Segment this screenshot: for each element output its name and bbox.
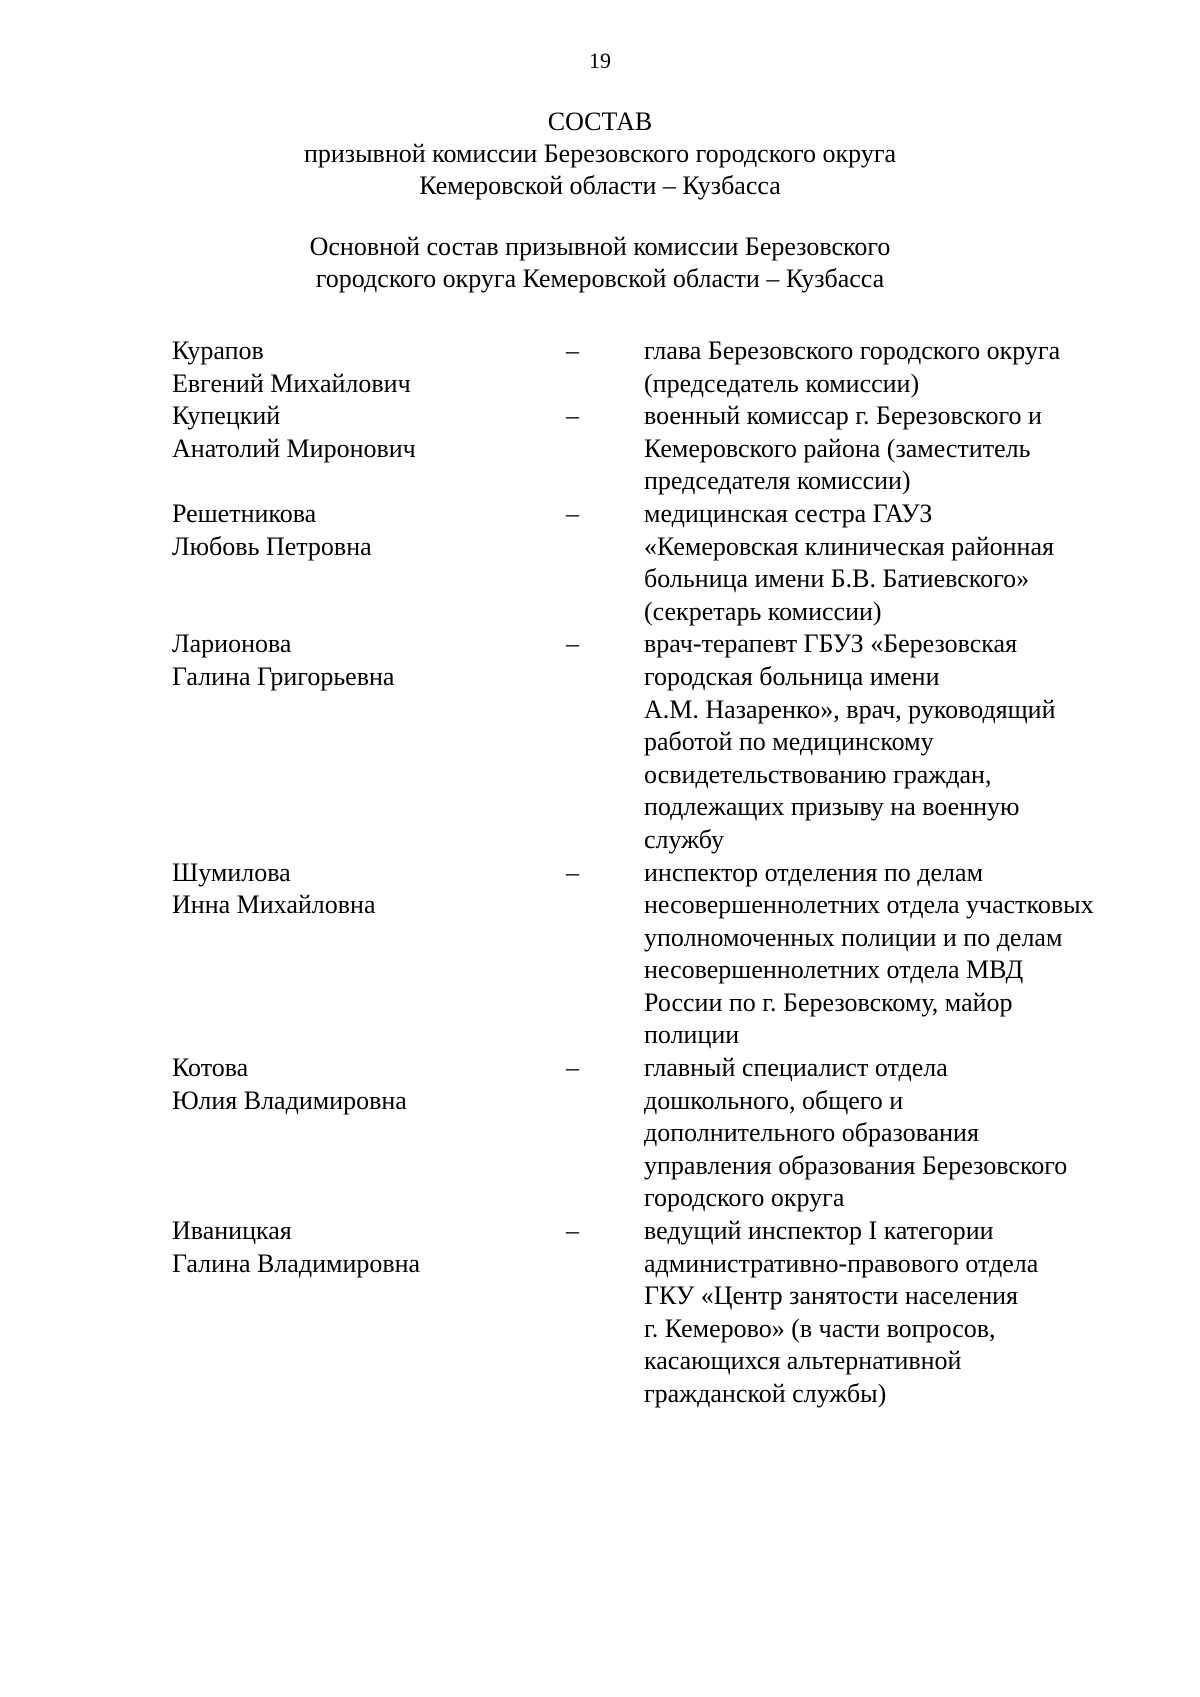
member-surname: Ларионова xyxy=(172,629,292,659)
title-line: призывной комиссии Березовского городского округа xyxy=(303,139,897,168)
member-name xyxy=(172,1052,566,1117)
dash-separator: – xyxy=(566,498,579,528)
role-line: несовершеннолетних отдела МВД xyxy=(644,955,1024,985)
member-row xyxy=(172,628,1132,856)
member-role xyxy=(644,1215,1132,1411)
role-line: (секретарь комиссии) xyxy=(644,596,882,626)
member-role xyxy=(644,857,1132,1053)
page-number: 19 xyxy=(589,48,611,73)
member-given-names: Галина Владимировна xyxy=(172,1248,421,1278)
role-line: ГКУ «Центр занятости населения xyxy=(644,1281,1018,1311)
role-line: несовершеннолетних отдела участковых xyxy=(644,890,1094,920)
member-row xyxy=(172,400,1132,498)
role-line: «Кемеровская клиническая районная xyxy=(644,531,1054,561)
member-name xyxy=(172,335,566,400)
dash-separator: – xyxy=(566,857,579,887)
role-line: Кемеровского района (заместитель xyxy=(644,433,1031,463)
member-name xyxy=(172,857,566,922)
member-surname: Иваницкая xyxy=(172,1216,292,1246)
role-line: административно-правового отдела xyxy=(644,1248,1039,1278)
member-given-names: Галина Григорьевна xyxy=(172,661,395,691)
member-given-names: Любовь Петровна xyxy=(172,531,372,561)
subtitle-line: городского округа Кемеровской области – Кузбасса xyxy=(315,264,885,293)
role-line: городская больница имени xyxy=(644,661,940,691)
role-line: уполномоченных полиции и по делам xyxy=(644,922,1063,952)
member-given-names: Анатолий Миронович xyxy=(172,433,416,463)
role-line: освидетельствованию граждан, xyxy=(644,759,992,789)
dash-separator: – xyxy=(566,336,579,365)
member-name xyxy=(172,1215,566,1280)
member-row xyxy=(172,1215,1132,1411)
member-surname: Купецкий xyxy=(172,401,281,431)
dash-separator: – xyxy=(566,629,579,659)
member-row xyxy=(172,335,1132,400)
role-line: А.М. Назаренко», врач, руководящий xyxy=(644,694,1056,724)
role-line: гражданской службы) xyxy=(644,1379,887,1408)
member-name xyxy=(172,628,566,693)
member-row xyxy=(172,857,1132,1053)
dash-separator: – xyxy=(566,401,579,431)
role-line: городского округа xyxy=(644,1183,845,1213)
dash-separator: – xyxy=(566,1053,579,1083)
role-line: управления образования Березовского xyxy=(644,1150,1068,1180)
role-line: глава Березовского городского округа xyxy=(644,336,1061,365)
title-line: Кемеровской области – Кузбасса xyxy=(419,171,781,200)
title-heading: СОСТАВ xyxy=(547,107,653,136)
member-row xyxy=(172,498,1132,628)
member-role xyxy=(644,628,1132,856)
role-line: дополнительного образования xyxy=(644,1118,979,1148)
member-surname: Решетникова xyxy=(172,498,317,528)
role-line: подлежащих призыву на военную xyxy=(644,792,1020,822)
role-line: касающихся альтернативной xyxy=(644,1346,962,1376)
role-line: г. Кемерово» (в части вопросов, xyxy=(644,1313,996,1343)
member-role xyxy=(644,498,1132,628)
role-line: медицинская сестра ГАУЗ xyxy=(644,498,933,528)
member-row xyxy=(172,1052,1132,1215)
member-name xyxy=(172,400,566,465)
dash-separator: – xyxy=(566,1216,579,1246)
member-given-names: Евгений Михайлович xyxy=(172,368,411,398)
subtitle-line: Основной состав призывной комиссии Березовского xyxy=(309,232,891,261)
member-role xyxy=(644,335,1132,400)
members-list xyxy=(172,335,1132,1411)
member-surname: Курапов xyxy=(172,336,264,365)
section-subtitle xyxy=(0,231,1200,295)
role-line: России по г. Березовскому, майор xyxy=(644,987,1013,1017)
document-title xyxy=(0,106,1200,202)
member-surname: Котова xyxy=(172,1053,249,1083)
role-line: врач-терапевт ГБУЗ «Березовская xyxy=(644,629,1018,659)
member-given-names: Юлия Владимировна xyxy=(172,1085,407,1115)
member-given-names: Инна Михайловна xyxy=(172,890,376,920)
role-line: службу xyxy=(644,824,725,854)
role-line: ведущий инспектор I категории xyxy=(644,1216,994,1246)
member-surname: Шумилова xyxy=(172,857,291,887)
role-line: главный специалист отдела xyxy=(644,1053,948,1083)
role-line: дошкольного, общего и xyxy=(644,1085,904,1115)
role-line: полиции xyxy=(644,1020,740,1050)
role-line: председателя комиссии) xyxy=(644,466,911,496)
role-line: (председатель комиссии) xyxy=(644,368,920,398)
role-line: больница имени Б.В. Батиевского» xyxy=(644,564,1030,594)
member-role xyxy=(644,400,1132,498)
member-role xyxy=(644,1052,1132,1215)
role-line: работой по медицинскому xyxy=(644,727,934,757)
role-line: инспектор отделения по делам xyxy=(644,857,984,887)
role-line: военный комиссар г. Березовского и xyxy=(644,401,1042,431)
member-name xyxy=(172,498,566,563)
